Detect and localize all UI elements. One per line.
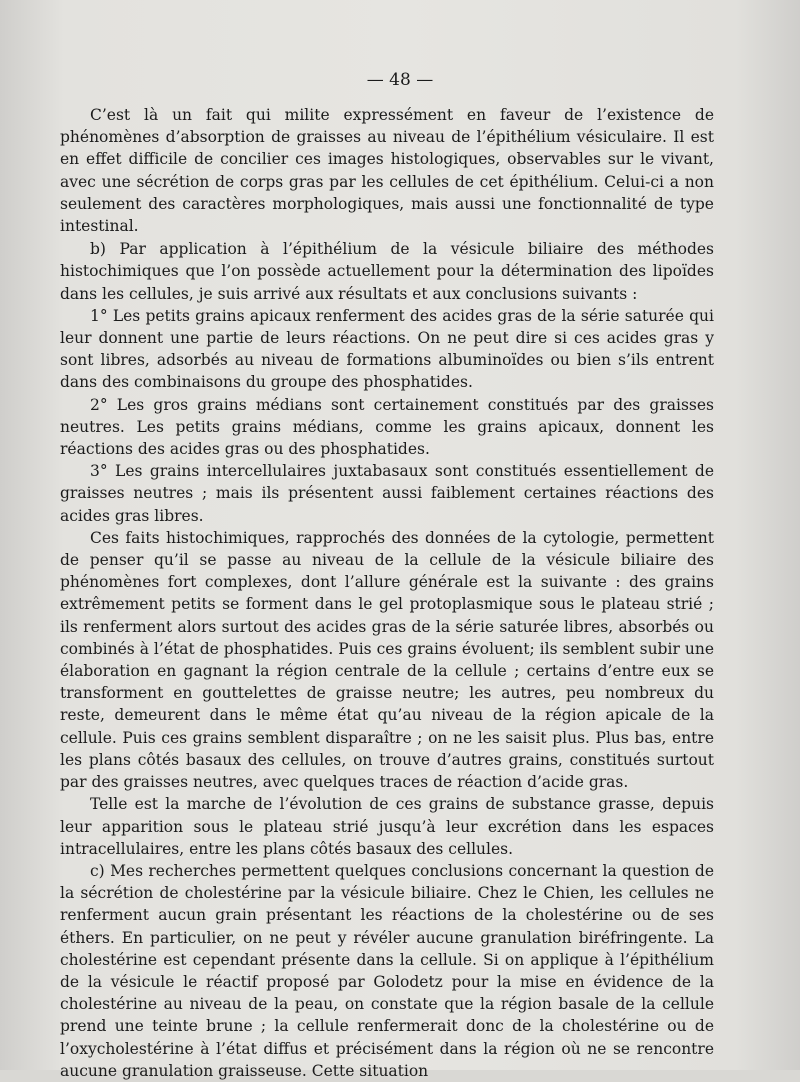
paragraph-conclusion-3: 3° Les grains intercellulaires juxtabasaux sont constitués essentiellement de graisses neutres ; mais ils présentent aussi faiblement certaines réactions des acides gras libres.: [60, 462, 714, 525]
paragraph-synthesis: Ces faits histochimiques, rapprochés des données de la cytologie, permettent de penser qu’il se passe au niveau de la cellule de la vésicule biliaire des phénomènes fort complexes, dont l’allure générale est la suivante : des grains extrêmement petits se forment dans le gel protoplasmique sous le plateau strié ; ils renferment alors surtout des acides gras de la série saturée libres, absorbés ou combinés à l’état de phosphatides. Puis ces grains évoluent; ils semblent subir une élaboration en gagnant la région centrale de la cellule ; certains d’entre eux se transforment en gouttelettes de graisse neutre; les autres, peu nombreux du reste, demeurent dans le même état qu’au niveau de la région apicale de la cellule. Puis ces grains semblent disparaître ; on ne les saisit plus. Plus bas, entre les plans côtés basaux des cellules, on trouve d’autres grains, constitués surtout par des graisses neutres, avec quelques traces de réaction d’acide gras.: [60, 528, 714, 792]
page-number: — 48 —: [366, 70, 434, 90]
paragraph-histochemistry-intro: b) Par application à l’épithélium de la vésicule biliaire des méthodes histochimiques que l’on possède actuellement pour la détermination des lipoïdes dans les cellules, je suis arrivé aux résultats et aux conclusions suivants :: [60, 240, 714, 303]
paragraph-conclusion-1: 1° Les petits grains apicaux renferment des acides gras de la série saturée qui leur donnent une partie de leurs réactions. On ne peut dire si ces acides gras y sont libres, adsorbés au niveau de formations albuminoïdes ou bien s’ils entrent dans des combinaisons du groupe des phosphatides.: [60, 306, 714, 392]
body-text: [60, 104, 714, 1082]
paragraph-absorption: C’est là un fait qui milite expressément en faveur de l’existence de phénomènes d’absorption de graisses au niveau de l’épithélium vésiculaire. Il est en effet difficile de concilier ces images histologiques, observables sur le vivant, avec une sécrétion de corps gras par les cellules de cet épithélium. Celui-ci a non seulement des caractères morphologiques, mais aussi une fonctionnalité de type intestinal.: [60, 106, 714, 236]
paragraph-conclusion-2: 2° Les gros grains médians sont certainement constitués par des graisses neutres. Les petits grains médians, comme les grains apicaux, donnent les réactions des acides gras ou des phosphatides.: [60, 395, 714, 459]
paragraph-evolution: Telle est la marche de l’évolution de ces grains de substance grasse, depuis leur apparition sous le plateau strié jusqu’à leur excrétion dans les espaces intracellulaires, entre les plans côtés basaux des cellules.: [60, 795, 714, 858]
paragraph-cholesterine: c) Mes recherches permettent quelques conclusions concernant la question de la sécrétion de cholestérine par la vésicule biliaire. Chez le Chien, les cellules ne renferment aucun grain présentant les réactions de la cholestérine ou de ses éthers. En particulier, on ne peut y révéler aucune granulation biréfringente. La cholestérine est cependant présente dans la cellule. Si on applique à l’épithélium de la vésicule le réactif proposé par Golodetz pour la mise en évidence de la cholestérine au niveau de la peau, on constate que la région basale de la cellule prend une teinte brune ; la cellule renfermerait donc de la cholestérine ou de l’oxycholestérine à l’état diffus et précisément dans la région où ne se rencontre aucune granulation graisseuse. Cette situation: [60, 861, 714, 1080]
